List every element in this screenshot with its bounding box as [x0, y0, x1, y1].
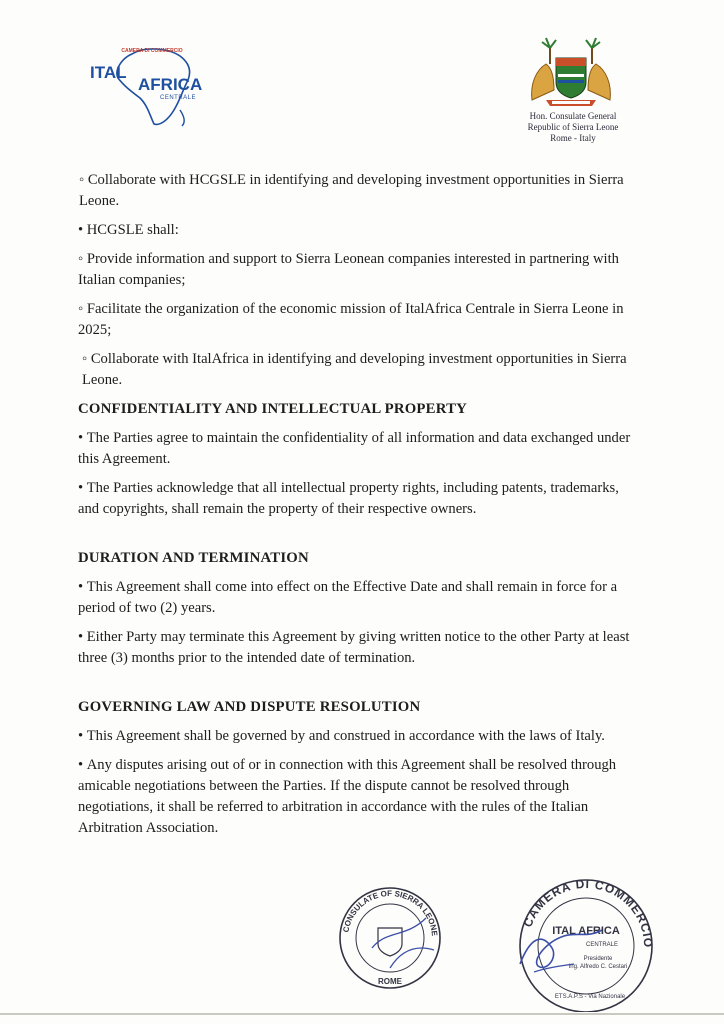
consulate-line-2: Republic of Sierra Leone: [527, 122, 619, 132]
chamber-of-commerce-stamp: [506, 872, 666, 1012]
document-body: [78, 170, 638, 847]
paragraph-dispute-resolution: • Any disputes arising out of or in connection with this Agreement shall be resolved through amicable negotiations between the Parties. If the dispute cannot be resolved through negotiations, it shall be referred to arbitration in accordance with the rules of the Italian Arbitration Association.: [78, 755, 638, 839]
paragraph-collaborate-hcgsle: ◦ Collaborate with HCGSLE in identifying and developing investment opportunities in Sierra Leone.: [78, 170, 638, 212]
svg-text:CAMERA DI COMMERCIO: [521, 877, 656, 949]
paragraph-termination-notice: • Either Party may terminate this Agreement by giving written notice to the other Party at least three (3) months prior to the intended date of termination.: [78, 627, 638, 669]
chamber-stamp-name: Ing. Alfredo C. Cestari: [568, 964, 628, 970]
consulate-stamp-bottom-text: ROME: [378, 977, 402, 986]
paragraph-confidentiality: • The Parties agree to maintain the confidentiality of all information and data exchanged under this Agreement.: [78, 428, 638, 470]
svg-text:CONSULATE OF SIERRA LEONE: [341, 889, 439, 937]
consulate-line-3: Rome - Italy: [550, 133, 596, 143]
sierra-leone-coat-of-arms-icon: [526, 34, 616, 110]
chamber-stamp-bottom-text: ETS.A.P.S - Via Nazionale: [554, 994, 626, 1000]
heading-duration-termination: DURATION AND TERMINATION: [78, 550, 309, 566]
logo-top-text: CAMERA DI COMMERCIO: [121, 48, 183, 54]
chamber-stamp-ring-text: CAMERA DI COMMERCIO: [520, 876, 656, 949]
page-bottom-edge: [0, 1013, 724, 1015]
paragraph-facilitate-mission: ◦ Facilitate the organization of the economic mission of ItalAfrica Centrale in Sierra Leone in 2025;: [78, 299, 638, 341]
consulate-line-1: Hon. Consulate General: [529, 111, 617, 121]
heading-governing-law: GOVERNING LAW AND DISPUTE RESOLUTION: [78, 699, 421, 715]
chamber-stamp-center-text: ITAL AFRICA: [552, 925, 620, 937]
paragraph-provide-information: ◦ Provide information and support to Sierra Leonean companies interested in partnering with Italian companies;: [78, 249, 638, 291]
consulate-stamp-ring-text: CONSULATE OF SIERRA LEONE: [341, 888, 440, 937]
consulate-stamp: [330, 878, 450, 998]
logo-sub: CENTRALE: [160, 95, 197, 101]
consulate-address-block: [490, 111, 656, 144]
heading-confidentiality: CONFIDENTIALITY AND INTELLECTUAL PROPERTY: [78, 401, 468, 417]
logo-main-right: AFRICA: [138, 75, 203, 94]
chamber-stamp-sub-text: CENTRALE: [585, 942, 619, 948]
paragraph-hcgsle-shall: • HCGSLE shall:: [78, 220, 638, 241]
logo-main-left: ITAL: [90, 63, 127, 82]
paragraph-effective-date: • This Agreement shall come into effect on the Effective Date and shall remain in force for a period of two (2) years.: [78, 577, 638, 619]
paragraph-intellectual-property: • The Parties acknowledge that all intellectual property rights, including patents, trademarks, and copyrights, shall remain the property of their respective owners.: [78, 478, 638, 520]
paragraph-governing-law: • This Agreement shall be governed by and construed in accordance with the laws of Italy.: [78, 726, 638, 747]
paragraph-collaborate-italafrica: ◦ Collaborate with ItalAfrica in identifying and developing investment opportunities in Sierra Leone.: [78, 349, 638, 391]
chamber-stamp-role: Presidente: [583, 956, 613, 962]
italafrica-logo: [88, 40, 208, 130]
